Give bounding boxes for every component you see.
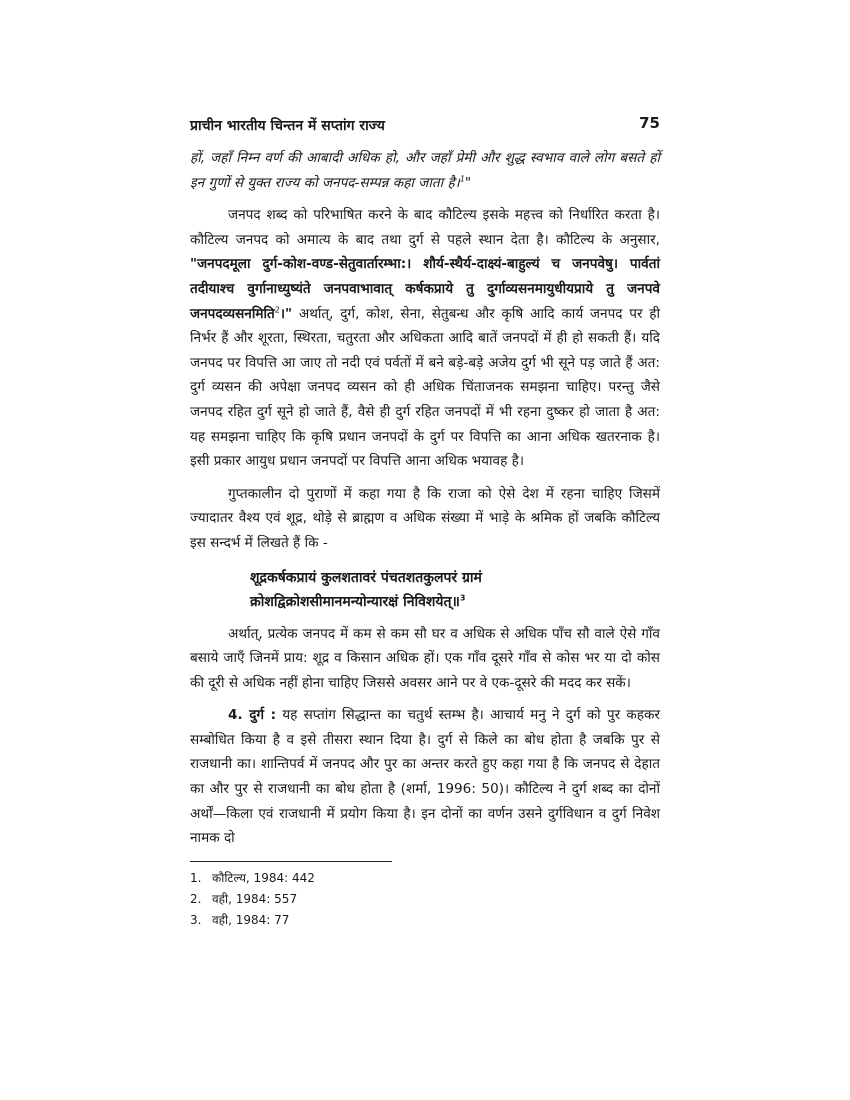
document-page: [190, 112, 660, 931]
paragraph-explanation: अर्थात्, दुर्ग, कोश, सेना, सेतुबन्ध और कृषि आदि कार्य जनपद पर ही निर्भर हैं और शूरता, स्थिरता, चतुरता और अधिकता आदि बातें जनपदों में ही हो सकती हैं। यदि जनपद पर विपत्ति आ जाए तो नदी एवं पर्वतों में बने बड़े-बड़े अजेय दुर्ग भी सूने पड़ जाते हैं अत: दुर्ग व्यसन की अपेक्षा जनपद व्यसन को ही अधिक चिंताजनक समझना चाहिए। परन्तु जैसे जनपद रहित दुर्ग सूने हो जाते हैं, वैसे ही दुर्ग रहित जनपदों में भी रहना दुष्कर हो जाता है अत: यह समझना चाहिए कि कृषि प्रधान जनपदों के दुर्ग पर विपत्ति का आना अधिक खतरनाक है। इसी प्रकार आयुध प्रधान जनपदों पर विपत्ति आना अधिक भयावह है।: [190, 305, 660, 470]
verse-line-2: [250, 590, 660, 614]
paragraph-village-settlement: अर्थात्, प्रत्येक जनपद में कम से कम सौ घर व अधिक से अधिक पाँच सौ वाले ऐसे गाँव बसाये जाएँ जिनमें प्राय: शूद्र व किसान अधिक हों। एक गाँव दूसरे गाँव से कोस भर या दो कोस की दूरी से अधिक नहीं होना चाहिए जिससे अवसर आने पर वे एक-दूसरे की मदद कर सकें।: [190, 625, 660, 691]
footnote-marker-1: 1: [459, 174, 465, 184]
quote-close-mark: ": [464, 174, 472, 191]
footnote-marker-2: 2: [274, 305, 280, 315]
running-header: [190, 112, 660, 138]
footnote-text: वही, 1984: 557: [212, 891, 298, 906]
sanskrit-verse: [190, 566, 660, 614]
paragraph-janapad-importance: [190, 203, 660, 474]
footnote-number: 1.: [190, 870, 202, 885]
footnote-text: वही, 1984: 77: [212, 912, 290, 927]
paragraph-intro: जनपद शब्द को परिभाषित करने के बाद कौटिल्य इसके महत्त्व को निर्धारित करता है। कौटिल्य जनपद को अमात्य के बाद तथा दुर्ग से पहले स्थान देता है। कौटिल्य के अनुसार,: [190, 207, 660, 248]
footnote-text: कौटिल्य, 1984: 442: [212, 870, 315, 885]
sanskrit-quote-close: ।": [279, 305, 293, 322]
quote-continuation-text: हों, जहाँ निम्न वर्ण की आबादी अधिक हो, और जहाँ प्रेमी और शुद्ध स्वभाव वाले लोग बसते हों इन गुणों से युक्त राज्य को जनपद-सम्पन्न कहा जाता है।: [190, 150, 660, 191]
paragraph-durg-section: [190, 703, 660, 851]
section-text-durg: यह सप्तांग सिद्धान्त का चतुर्थ स्तम्भ है। आचार्य मनु ने दुर्ग को पुर कहकर सम्बोधित किया है व इसे तीसरा स्थान दिया है। दुर्ग से किले का बोध होता है जबकि पुर से राजधानी का। शान्तिपर्व में जनपद और पुर का अन्तर करते हुए कहा गया है कि जनपद से देहात का और पुर से राजधानी का बोध होता है (शर्मा, 1996: 50)। कौटिल्य ने दुर्ग शब्द का दोनों अर्थों—किला एवं राजधानी में प्रयोग किया है। इन दोनों का वर्णन उसने दुर्गविधान व दुर्ग निवेश नामक दो: [190, 707, 660, 847]
verse-line-2-text: क्रोशद्विक्रोशसीमानमन्योन्यारक्षं निविशयेत्॥: [250, 593, 460, 610]
footnote-divider: [190, 861, 392, 862]
quote-continuation: [190, 146, 660, 195]
verse-line-1: शूद्रकर्षकप्रायं कुलशतावरं पंचतशतकुलपरं ग्रामं: [250, 569, 482, 586]
footnotes: [190, 868, 660, 931]
sanskrit-quote: "जनपदमूला दुर्ग-कोश-वण्ड-सेतुवार्तारम्भा:। शौर्य-स्थैर्य-दाक्ष्यं-बाहुल्यं च जनपवेषु। पार्वतां तदीयाश्च वुर्गानाध्युष्यंते जनपवाभावात् कर्षकप्राये तु दुर्गाव्यसनमायुधीयप्राये तु जनपवे जनपदव्यसनमिति: [190, 256, 660, 322]
running-title: प्राचीन भारतीय चिन्तन में सप्तांग राज्य: [190, 118, 385, 134]
footnote-item: [190, 889, 660, 910]
footnote-item: [190, 868, 660, 889]
footnote-marker-3: 3: [459, 592, 466, 602]
footnote-item: [190, 910, 660, 931]
footnote-number: 2.: [190, 891, 202, 906]
page-number: 75: [639, 114, 660, 132]
paragraph-gupta-puranas: गुप्तकालीन दो पुराणों में कहा गया है कि राजा को ऐसे देश में रहना चाहिए जिसमें ज्यादातर वैश्य एवं शूद्र, थोड़े से ब्राह्मण व अधिक संख्या में भाड़े के श्रमिक हों जबकि कौटिल्य इस सन्दर्भ में लिखते हैं कि -: [190, 485, 660, 551]
footnote-number: 3.: [190, 912, 202, 927]
section-heading-durg: 4. दुर्ग :: [228, 707, 277, 724]
